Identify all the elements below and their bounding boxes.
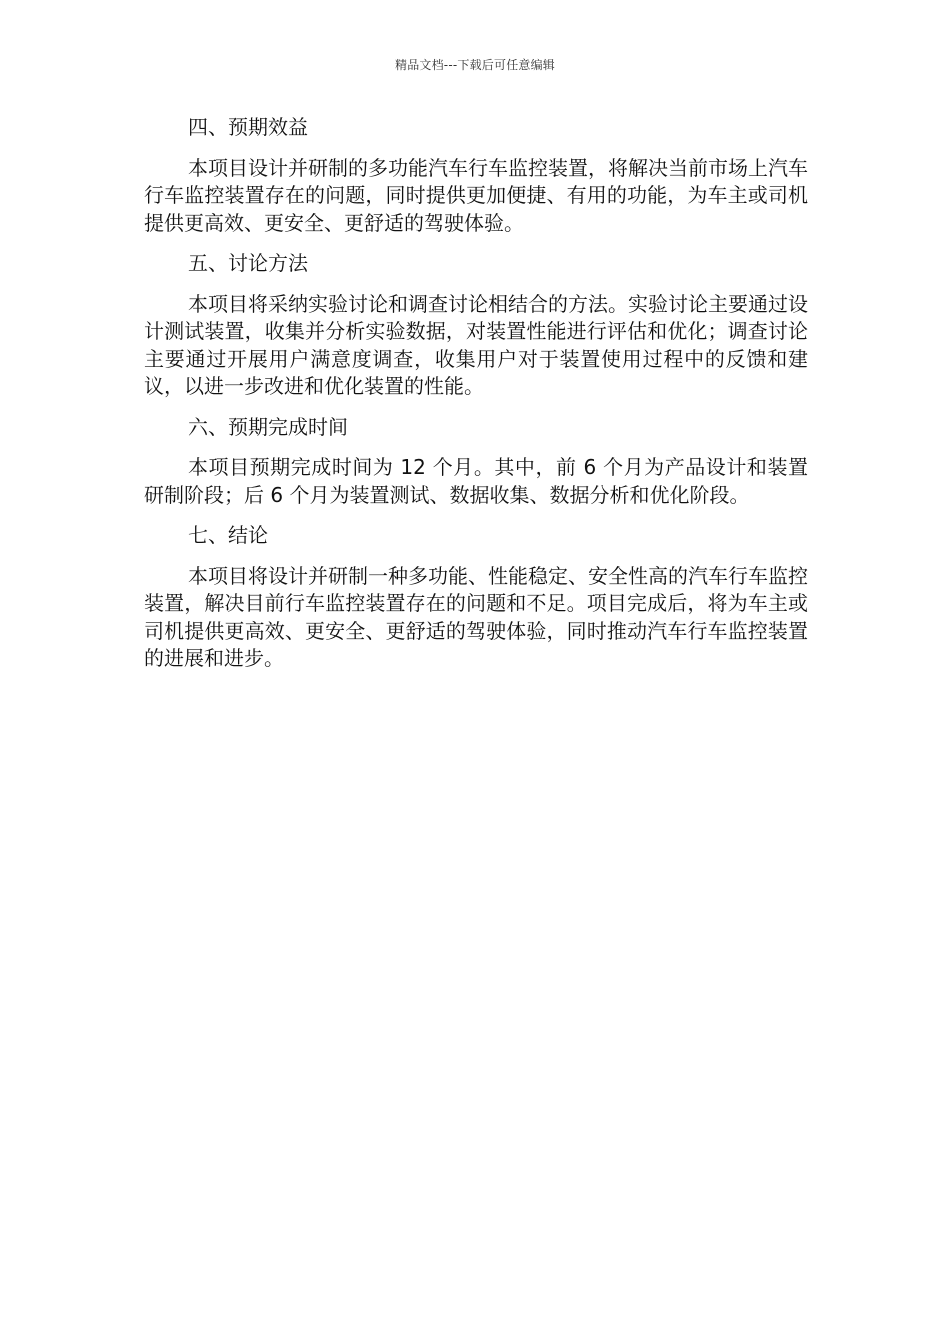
section-conclusion (144, 522, 808, 673)
section-paragraph: 本项目将采纳实验讨论和调查讨论相结合的方法。实验讨论主要通过设计测试装置，收集并分析实验数据，对装置性能进行评估和优化；调查讨论主要通过开展用户满意度调查，收集用户对于装置使用过程中的反馈和建议，以进一步改进和优化装置的性能。 (144, 291, 808, 398)
section-paragraph: 本项目预期完成时间为 12 个月。其中，前 6 个月为产品设计和装置研制阶段；后 6 个月为装置测试、数据收集、数据分析和优化阶段。 (144, 455, 808, 507)
section-paragraph: 本项目将设计并研制一种多功能、性能稳定、安全性高的汽车行车监控装置，解决目前行车监控装置存在的问题和不足。项目完成后，将为车主或司机提供更高效、更安全、更舒适的驾驶体验，同时推动汽车行车监控装置的进展和进步。 (144, 563, 808, 670)
page-header: 精品文档---下载后可任意编辑 (395, 58, 555, 72)
section-expected-benefits (144, 114, 808, 237)
section-discussion-method (144, 250, 808, 401)
section-heading: 七、结论 (188, 523, 268, 547)
section-heading: 六、预期完成时间 (188, 414, 348, 439)
section-heading: 四、预期效益 (188, 115, 308, 139)
section-paragraph: 本项目设计并研制的多功能汽车行车监控装置，将解决当前市场上汽车行车监控装置存在的问题，同时提供更加便捷、有用的功能，为车主或司机提供更高效、更安全、更舒适的驾驶体验。 (144, 155, 808, 235)
document-body (144, 114, 808, 686)
section-heading: 五、讨论方法 (188, 251, 308, 275)
section-expected-completion-time (144, 414, 808, 510)
